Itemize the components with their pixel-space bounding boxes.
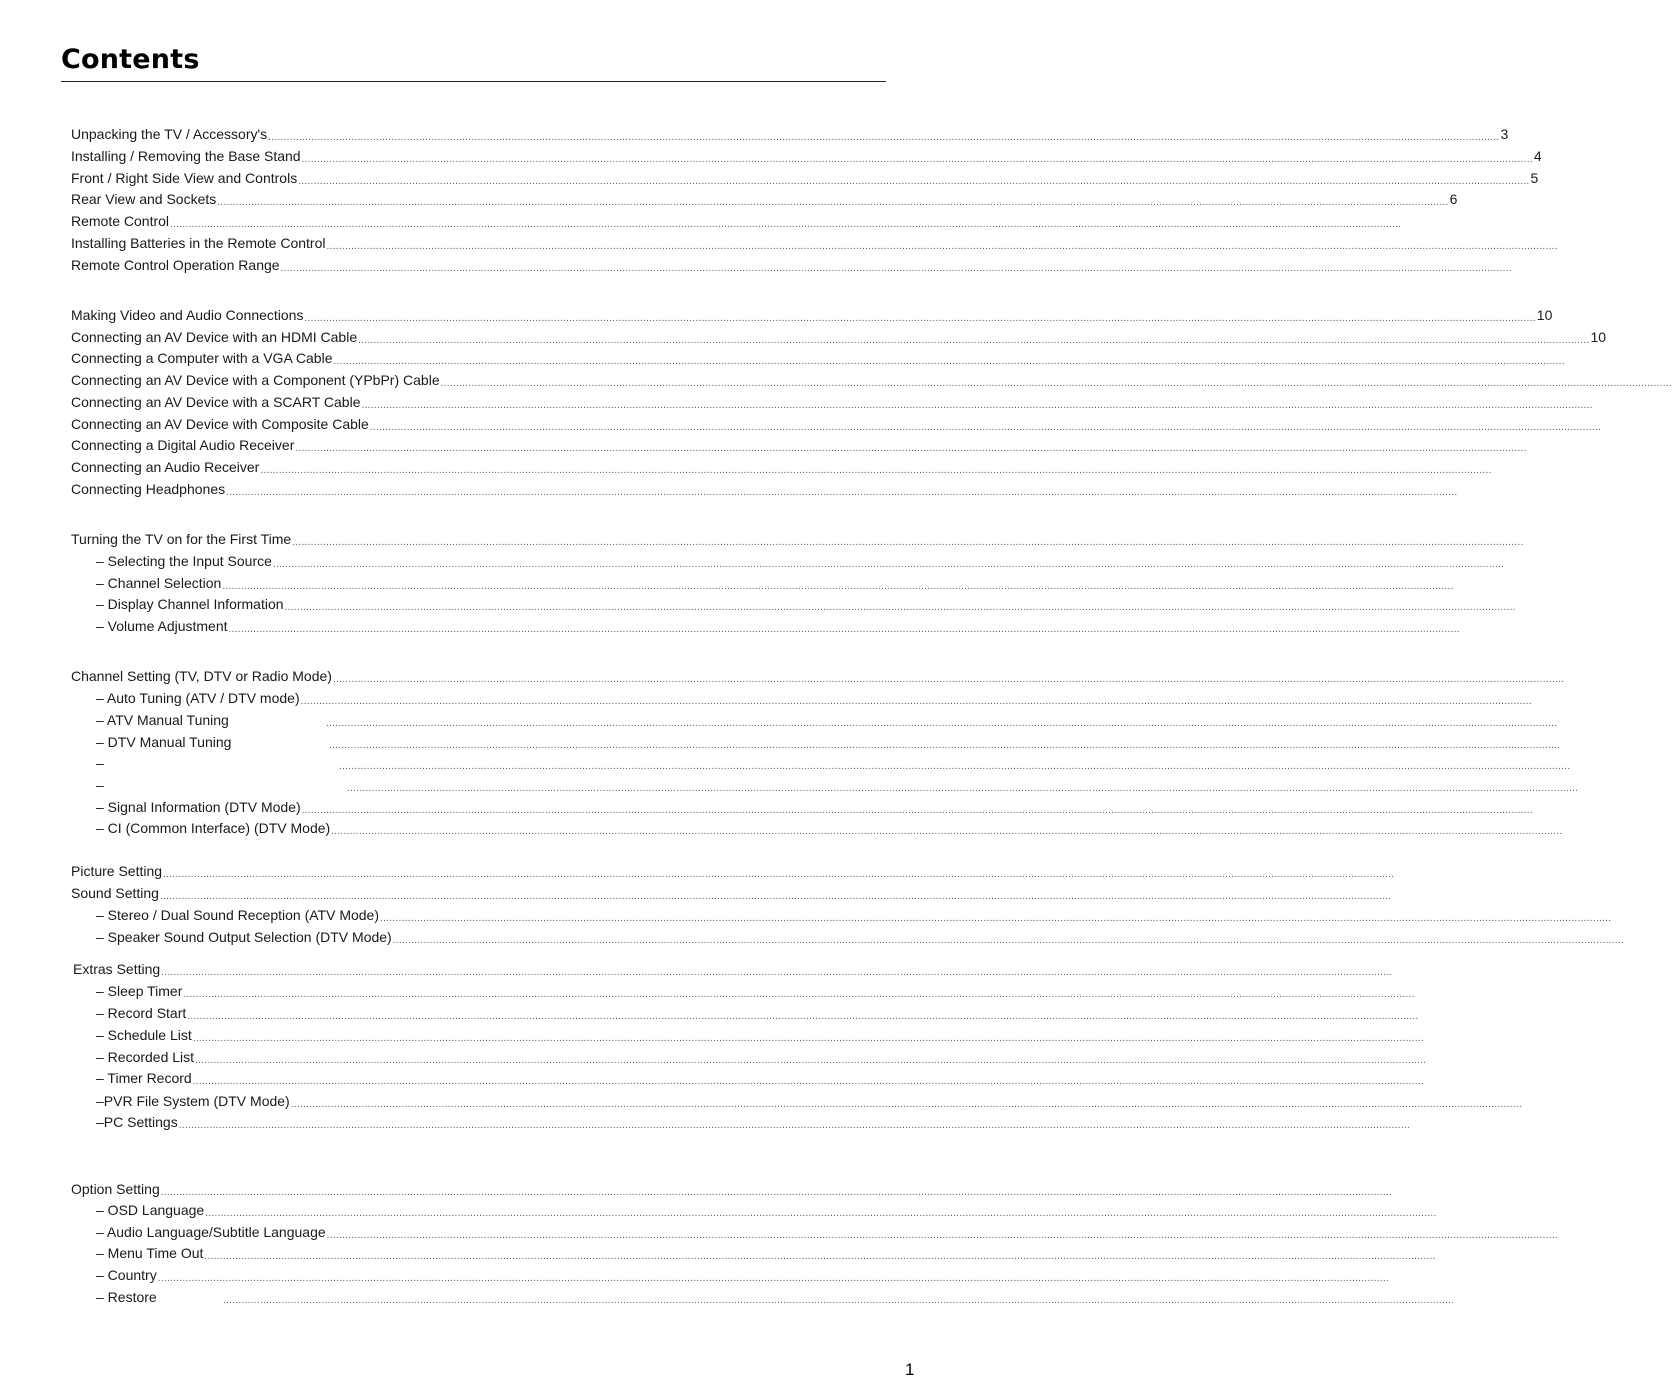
toc-entry[interactable] [96,594,1516,614]
toc-entry[interactable] [96,616,1460,636]
toc-entry-label: Connecting an AV Device with an HDMI Cable [71,329,358,345]
toc-entry[interactable] [96,732,1561,752]
toc-entry[interactable] [96,818,1563,838]
toc-entry[interactable] [96,753,1571,773]
toc-entry[interactable] [96,1091,1523,1111]
toc-entry[interactable] [96,1003,1419,1023]
dot-leader: ................................................................................................................................................................................................................................................................................................................................................................................................................ [195,1055,1427,1066]
toc-entry-label: – Display Channel Information [96,596,284,612]
dot-leader: ................................................................................................................................................................................................................................................................................................................................................................................................................ [159,891,1392,902]
toc-entry[interactable] [71,414,1602,434]
toc-entry-label: – DTV Manual Tuning [96,734,232,750]
toc-entry-label: – Signal Information (DTV Mode) [96,799,301,815]
toc-entry-label: Rear View and Sockets [71,191,217,207]
dot-leader: ................................................................................................................................................................................................................................................................................................................................................................................................................ [183,989,1415,1000]
dot-leader: ................................................................................................................................................................................................................................................................................................................................................................................................................ [326,1230,1558,1241]
toc-entry[interactable] [96,1200,1437,1220]
toc-entry-label: – Record Start [96,1005,187,1021]
toc-entry[interactable] [71,666,1565,686]
dot-leader: ................................................................................................................................................................................................................................................................................................................................................................................................................ [304,313,1536,324]
toc-entry[interactable] [71,457,1492,477]
dot-leader: ................................................................................................................................................................................................................................................................................................................................................................................................................ [223,1295,1455,1306]
dot-leader: ................................................................................................................................................................................................................................................................................................................................................................................................................ [332,674,1565,685]
dot-leader: ................................................................................................................................................................................................................................................................................................................................................................................................................ [205,1208,1437,1219]
dot-leader: ................................................................................................................................................................................................................................................................................................................................................................................................................ [392,935,1625,946]
toc-entry[interactable] [71,124,1509,144]
toc-entry-label: – Selecting the Input Source [96,553,272,569]
toc-entry-label: Connecting an AV Device with a Component (YPbPr) Cable [71,372,440,388]
dot-leader: ................................................................................................................................................................................................................................................................................................................................................................................................................ [226,487,1458,498]
dot-leader: ................................................................................................................................................................................................................................................................................................................................................................................................................ [358,335,1590,346]
toc-entry-label: Connecting an AV Device with Composite Cable [71,416,369,432]
toc-entry[interactable] [96,927,1625,947]
dot-leader: ................................................................................................................................................................................................................................................................................................................................................................................................................ [192,1033,1425,1044]
toc-entry-label: Connecting a Digital Audio Receiver [71,437,295,453]
toc-entry[interactable] [96,688,1532,708]
dot-leader: ................................................................................................................................................................................................................................................................................................................................................................................................................ [380,913,1612,924]
toc-entry[interactable] [96,981,1415,1001]
dot-leader: ................................................................................................................................................................................................................................................................................................................................................................................................................ [440,378,1672,389]
toc-entry-label: Remote Control Operation Range [71,257,280,273]
dot-leader: ................................................................................................................................................................................................................................................................................................................................................................................................................ [163,869,1395,880]
toc-entry[interactable] [96,1222,1558,1242]
toc-entry[interactable] [71,861,1395,881]
toc-entry-label: Connecting an AV Device with a SCART Cable [71,394,361,410]
dot-leader: ................................................................................................................................................................................................................................................................................................................................................................................................................ [272,559,1505,570]
dot-leader: ................................................................................................................................................................................................................................................................................................................................................................................................................ [301,805,1533,816]
toc-entry-label: – OSD Language [96,1202,205,1218]
toc-entry-label: Making Video and Audio Connections [71,307,304,323]
toc-entry-label: – Recorded List [96,1049,195,1065]
dot-leader: ................................................................................................................................................................................................................................................................................................................................................................................................................ [170,219,1402,230]
toc-entry[interactable] [71,211,1402,231]
toc-entry[interactable] [71,189,1458,209]
toc-entry[interactable] [71,348,1565,368]
dot-leader: ................................................................................................................................................................................................................................................................................................................................................................................................................ [187,1011,1419,1022]
toc-entry-label: – Menu Time Out [96,1245,204,1261]
toc-entry-page: 6 [1449,191,1458,207]
dot-leader: ................................................................................................................................................................................................................................................................................................................................................................................................................ [326,718,1558,729]
toc-entry-label: – Restore [96,1289,157,1305]
toc-entry-label: Connecting an Audio Receiver [71,459,260,475]
toc-entry-label: – Timer Record [96,1070,192,1086]
dot-leader: ................................................................................................................................................................................................................................................................................................................................................................................................................ [298,176,1530,187]
toc-entry-label: – Country [96,1267,157,1283]
toc-entry[interactable] [71,883,1392,903]
dot-leader: ................................................................................................................................................................................................................................................................................................................................................................................................................ [329,740,1561,751]
toc-entry-label: Picture Setting [71,863,163,879]
toc-entry-label: – [96,755,104,771]
dot-leader: ................................................................................................................................................................................................................................................................................................................................................................................................................ [222,581,1454,592]
toc-entry-page: 10 [1536,307,1553,323]
dot-leader: ................................................................................................................................................................................................................................................................................................................................................................................................................ [301,154,1533,165]
dot-leader: ................................................................................................................................................................................................................................................................................................................................................................................................................ [369,422,1602,433]
dot-leader: ................................................................................................................................................................................................................................................................................................................................................................................................................ [160,1187,1393,1198]
toc-entry[interactable] [71,327,1607,347]
toc-entry-label: Option Setting [71,1181,160,1197]
dot-leader: ................................................................................................................................................................................................................................................................................................................................................................................................................ [331,826,1563,837]
dot-leader: ................................................................................................................................................................................................................................................................................................................................................................................................................ [178,1120,1411,1131]
toc-entry-label: Installing / Removing the Base Stand [71,148,301,164]
toc-entry[interactable] [71,255,1512,275]
toc-entry-page: 5 [1530,170,1539,186]
toc-entry-page: 10 [1590,329,1607,345]
dot-leader: ................................................................................................................................................................................................................................................................................................................................................................................................................ [326,241,1558,252]
toc-entry[interactable] [96,1047,1427,1067]
dot-leader: ................................................................................................................................................................................................................................................................................................................................................................................................................ [361,400,1593,411]
dot-leader: ................................................................................................................................................................................................................................................................................................................................................................................................................ [290,1099,1523,1110]
toc-entry[interactable] [73,959,1393,979]
toc-entry-page: 3 [1500,126,1509,142]
dot-leader: ................................................................................................................................................................................................................................................................................................................................................................................................................ [280,263,1512,274]
dot-leader: ................................................................................................................................................................................................................................................................................................................................................................................................................ [347,783,1579,794]
dot-leader: ................................................................................................................................................................................................................................................................................................................................................................................................................ [192,1076,1425,1087]
page-number: 1 [905,1360,915,1379]
dot-leader: ................................................................................................................................................................................................................................................................................................................................................................................................................ [161,967,1393,978]
toc-entry[interactable] [71,1179,1393,1199]
toc-entry[interactable] [71,479,1458,499]
toc-entry[interactable] [96,710,1558,730]
dot-leader: ................................................................................................................................................................................................................................................................................................................................................................................................................ [295,443,1527,454]
dot-leader: ................................................................................................................................................................................................................................................................................................................................................................................................................ [300,696,1532,707]
toc-entry[interactable] [96,905,1612,925]
dot-leader: ................................................................................................................................................................................................................................................................................................................................................................................................................ [284,602,1516,613]
toc-entry-label: –PC Settings [96,1114,178,1130]
toc-entry-label: Connecting a Computer with a VGA Cable [71,350,333,366]
toc-entry[interactable] [71,168,1539,188]
toc-entry[interactable] [96,1287,1455,1307]
toc-entry[interactable] [96,1243,1436,1263]
dot-leader: ................................................................................................................................................................................................................................................................................................................................................................................................................ [217,197,1449,208]
toc-entry-label: – Schedule List [96,1027,192,1043]
toc-entry-label: – [96,777,104,793]
toc-entry-label: – CI (Common Interface) (DTV Mode) [96,820,331,836]
toc-entry[interactable] [96,551,1505,571]
toc-entry-label: Remote Control [71,213,170,229]
toc-entry[interactable] [71,305,1553,325]
toc-entry-label: – ATV Manual Tuning [96,712,229,728]
dot-leader: ................................................................................................................................................................................................................................................................................................................................................................................................................ [333,356,1565,367]
toc-entry-label: – Speaker Sound Output Selection (DTV Mode) [96,929,392,945]
toc-entry[interactable] [71,529,1524,549]
toc-entry[interactable] [96,797,1533,817]
dot-leader: ................................................................................................................................................................................................................................................................................................................................................................................................................ [157,1273,1390,1284]
toc-entry[interactable] [96,775,1579,795]
toc-entry[interactable] [96,1068,1425,1088]
toc-entry-label: Turning the TV on for the First Time [71,531,292,547]
dot-leader: ................................................................................................................................................................................................................................................................................................................................................................................................................ [260,465,1492,476]
title-divider [61,81,886,82]
toc-entry-label: – Audio Language/Subtitle Language [96,1224,326,1240]
toc-entry[interactable] [96,573,1454,593]
toc-entry[interactable] [96,1025,1425,1045]
toc-entry-label: Unpacking the TV / Accessory's [71,126,268,142]
toc-entry-label: Extras Setting [73,961,161,977]
toc-entry[interactable] [71,233,1558,253]
toc-entry-label: – Channel Selection [96,575,222,591]
toc-entry-label: –PVR File System (DTV Mode) [96,1093,290,1109]
toc-entry-page: 4 [1533,148,1542,164]
dot-leader: ................................................................................................................................................................................................................................................................................................................................................................................................................ [228,624,1460,635]
toc-entry[interactable] [71,392,1593,412]
dot-leader: ................................................................................................................................................................................................................................................................................................................................................................................................................ [268,132,1500,143]
dot-leader: ................................................................................................................................................................................................................................................................................................................................................................................................................ [339,761,1571,772]
toc-entry-label: – Volume Adjustment [96,618,228,634]
toc-entry-label: – Auto Tuning (ATV / DTV mode) [96,690,300,706]
toc-entry[interactable] [71,370,1672,390]
toc-entry-label: Sound Setting [71,885,159,901]
toc-entry-label: Connecting Headphones [71,481,226,497]
toc-entry-label: Front / Right Side View and Controls [71,170,298,186]
toc-entry-label: – Stereo / Dual Sound Reception (ATV Mode) [96,907,380,923]
toc-entry-label: Installing Batteries in the Remote Control [71,235,326,251]
toc-entry-label: Channel Setting (TV, DTV or Radio Mode) [71,668,332,684]
dot-leader: ................................................................................................................................................................................................................................................................................................................................................................................................................ [204,1251,1436,1262]
toc-entry[interactable] [96,1265,1390,1285]
toc-entry[interactable] [71,435,1527,455]
page-title: Contents [61,44,200,75]
toc-entry[interactable] [71,146,1542,166]
dot-leader: ................................................................................................................................................................................................................................................................................................................................................................................................................ [292,537,1524,548]
toc-entry-label: – Sleep Timer [96,983,183,999]
toc-entry[interactable] [96,1112,1411,1132]
